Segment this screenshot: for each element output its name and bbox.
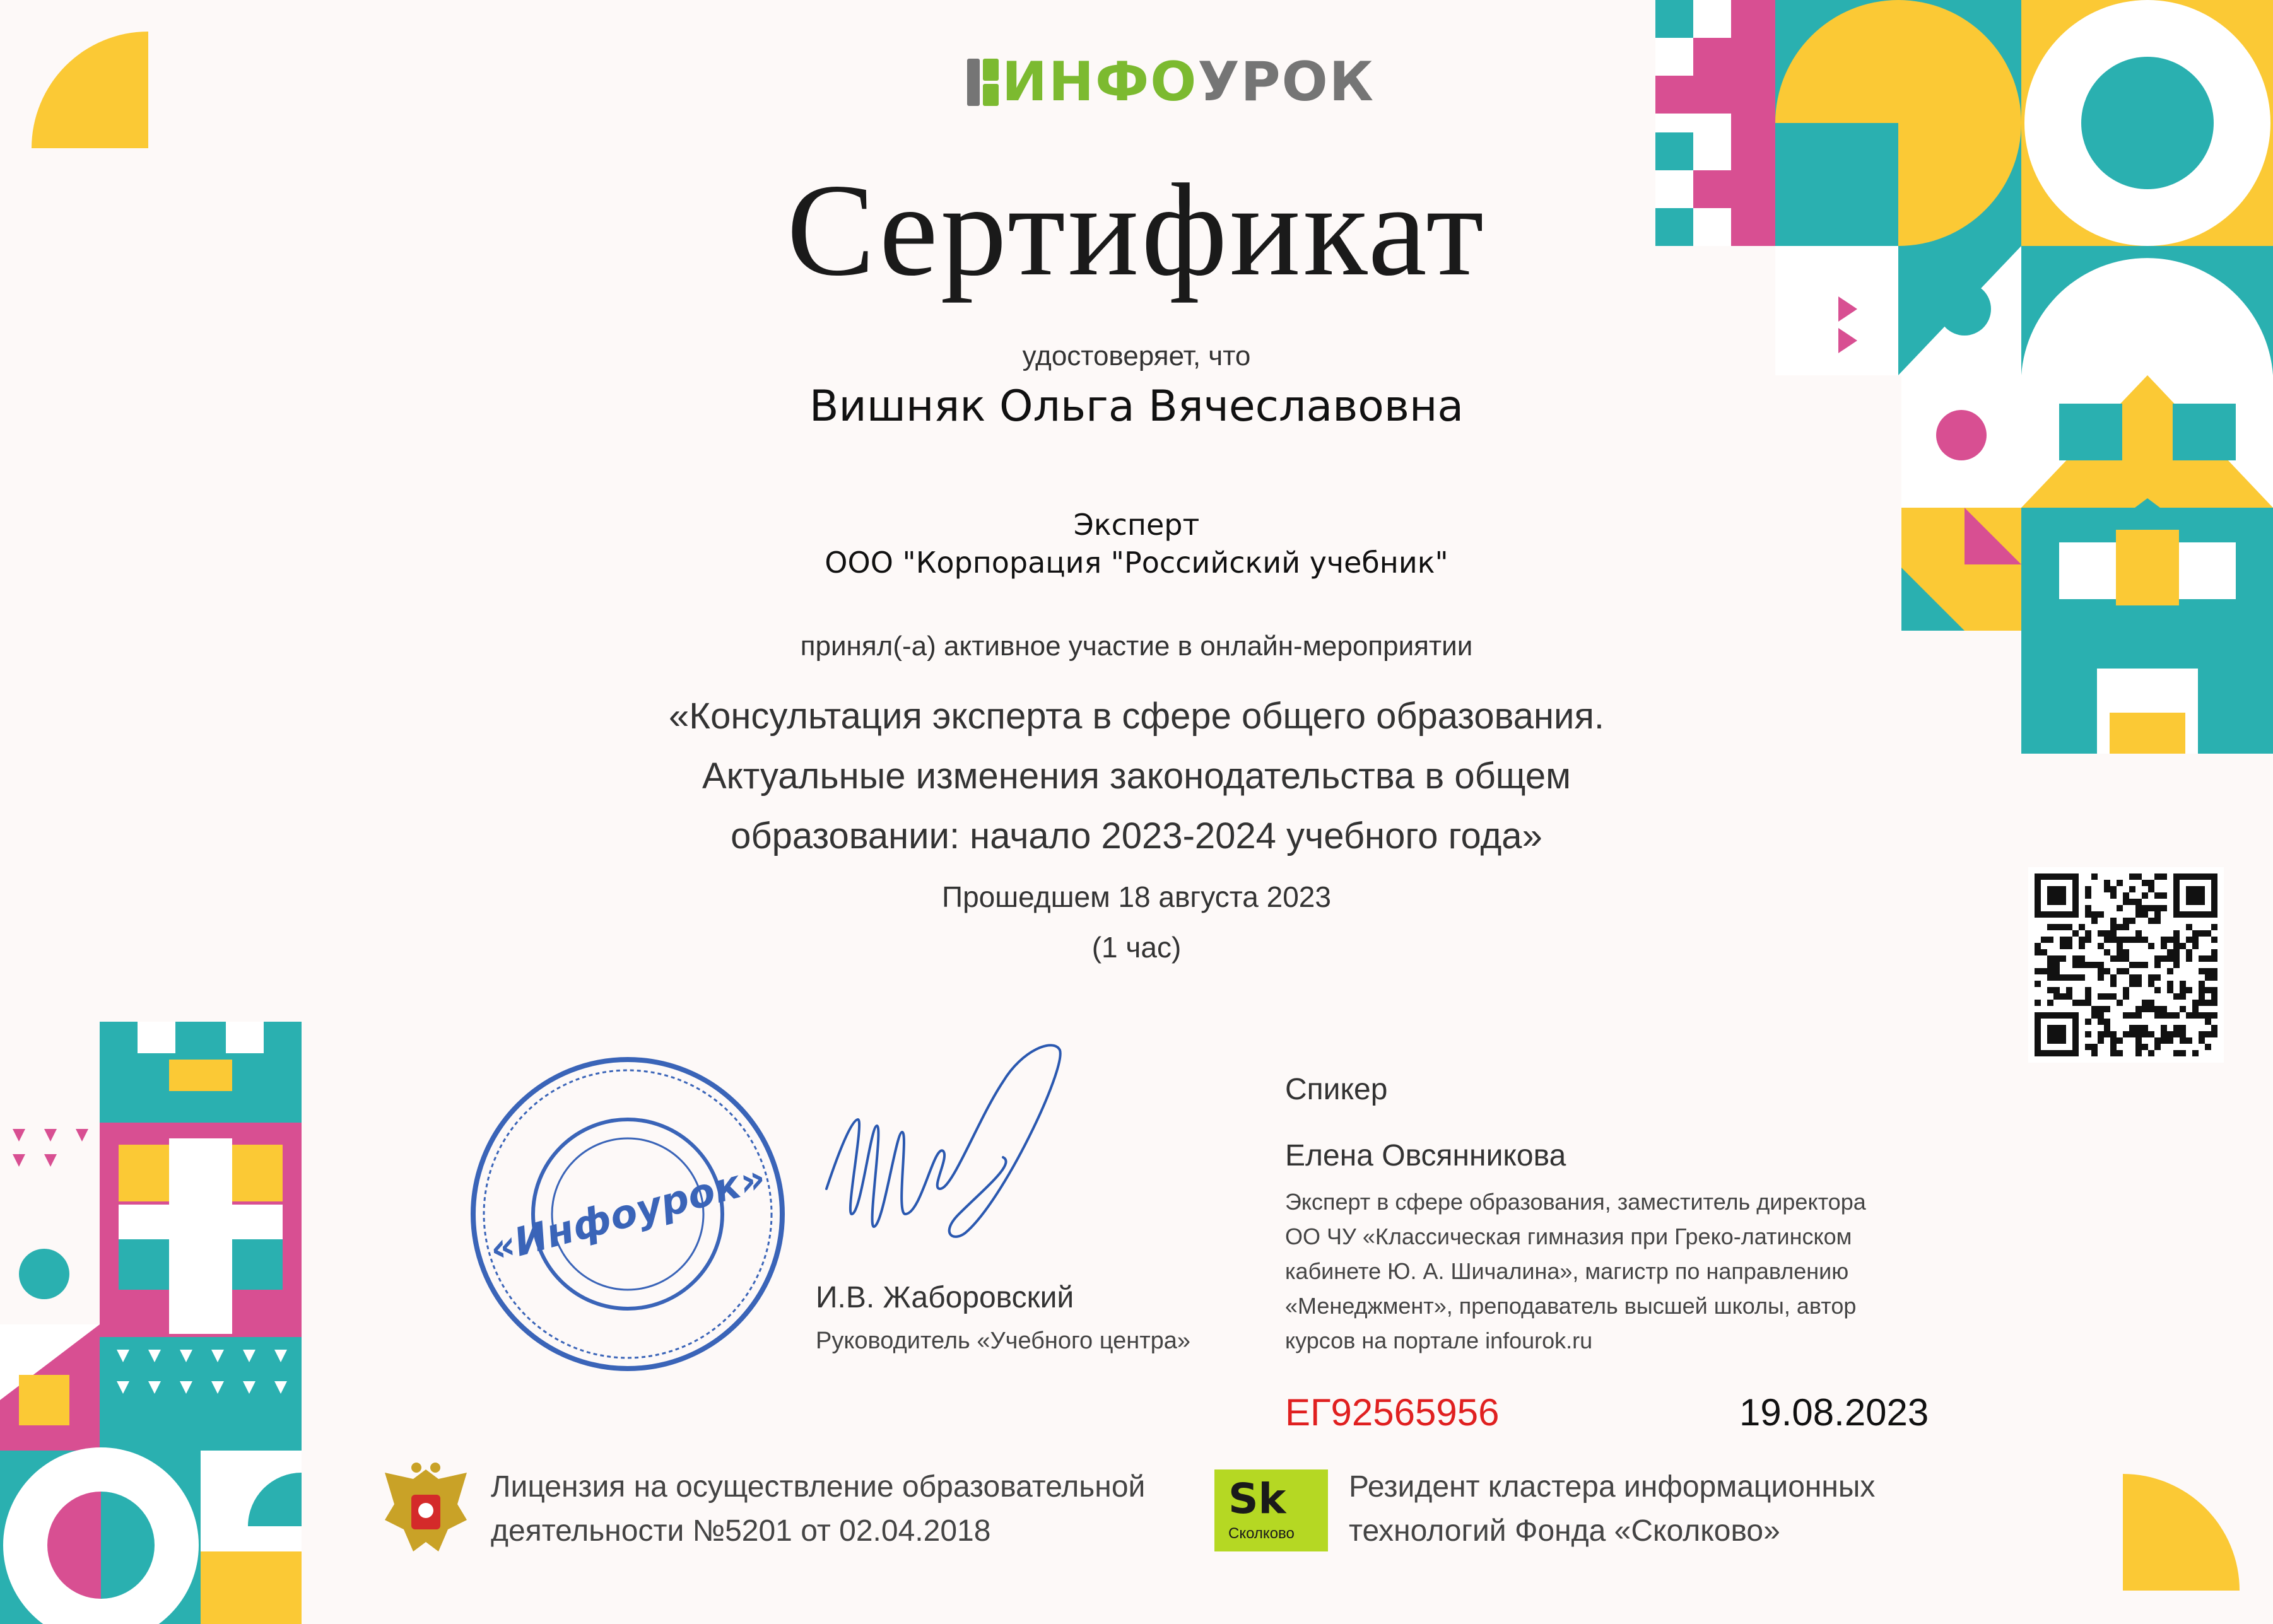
qr-code-icon <box>2028 867 2224 1063</box>
logo-text-part2: УРОК <box>1197 50 1375 114</box>
skolkovo-logo-caption: Сколково <box>1228 1525 1295 1542</box>
event-title-line: «Консультация эксперта в сфере общего образования. <box>669 696 1604 737</box>
recipient-organization: ООО "Корпорация "Российский учебник" <box>825 546 1448 580</box>
geometric-pattern-bottom-left <box>0 1022 303 1624</box>
seal-brand-text: «Инфоурок» <box>485 1154 770 1272</box>
speaker-name: Елена Овсянникова <box>1285 1139 1566 1172</box>
license-line: Лицензия на осуществление образовательной <box>491 1470 1146 1504</box>
certificate-title: Сертификат <box>786 157 1487 303</box>
skolkovo-line: технологий Фонда «Сколково» <box>1349 1514 1780 1548</box>
signature-icon <box>814 1025 1079 1258</box>
signer-title: Руководитель «Учебного центра» <box>816 1328 1191 1354</box>
speaker-bio-line: ОО ЧУ «Классическая гимназия при Греко-латинском <box>1285 1224 1852 1249</box>
certifies-text: удостоверяет, что <box>1022 341 1251 371</box>
recipient-role: Эксперт <box>1073 508 1200 542</box>
logo-text-part1: ИНФО <box>1002 50 1198 114</box>
skolkovo-logo-mark: Sk <box>1228 1475 1286 1523</box>
corner-decor-bottom-right <box>2123 1474 2243 1594</box>
infourok-logo <box>967 50 1375 114</box>
logo-text <box>1002 50 1375 114</box>
event-duration: (1 час) <box>1091 931 1182 964</box>
event-title-line: Актуальные изменения законодательства в общем <box>702 756 1571 797</box>
speaker-bio-line: Эксперт в сфере образования, заместитель директора <box>1285 1189 1866 1215</box>
infourok-logo-icon <box>967 55 1002 109</box>
skolkovo-logo <box>1214 1469 1328 1551</box>
speaker-bio-line: кабинете Ю. А. Шичалина», магистр по направлению <box>1285 1258 1849 1284</box>
license-line: деятельности №5201 от 02.04.2018 <box>491 1514 991 1548</box>
speaker-heading: Спикер <box>1285 1073 1388 1106</box>
speaker-bio-line: курсов на портале infourok.ru <box>1285 1328 1593 1353</box>
event-title-line: образовании: начало 2023-2024 учебного года» <box>731 815 1542 856</box>
certificate-number: ЕГ92565956 <box>1285 1391 1500 1434</box>
corner-decor-top-left <box>32 32 151 151</box>
event-date: Прошедшем 18 августа 2023 <box>942 880 1331 913</box>
company-seal-icon <box>464 1050 792 1378</box>
participation-text: принял(-а) активное участие в онлайн-мероприятии <box>800 631 1473 662</box>
russian-coat-of-arms-icon <box>379 1460 473 1561</box>
speaker-bio-line: «Менеджмент», преподаватель высшей школы, автор <box>1285 1293 1857 1319</box>
signer-name: И.В. Жаборовский <box>816 1281 1074 1314</box>
qr-code <box>2028 867 2224 1065</box>
recipient-name: Вишняк Ольга Вячеславовна <box>809 382 1464 431</box>
skolkovo-line: Резидент кластера информационных <box>1349 1470 1876 1504</box>
issue-date: 19.08.2023 <box>1739 1391 1929 1434</box>
